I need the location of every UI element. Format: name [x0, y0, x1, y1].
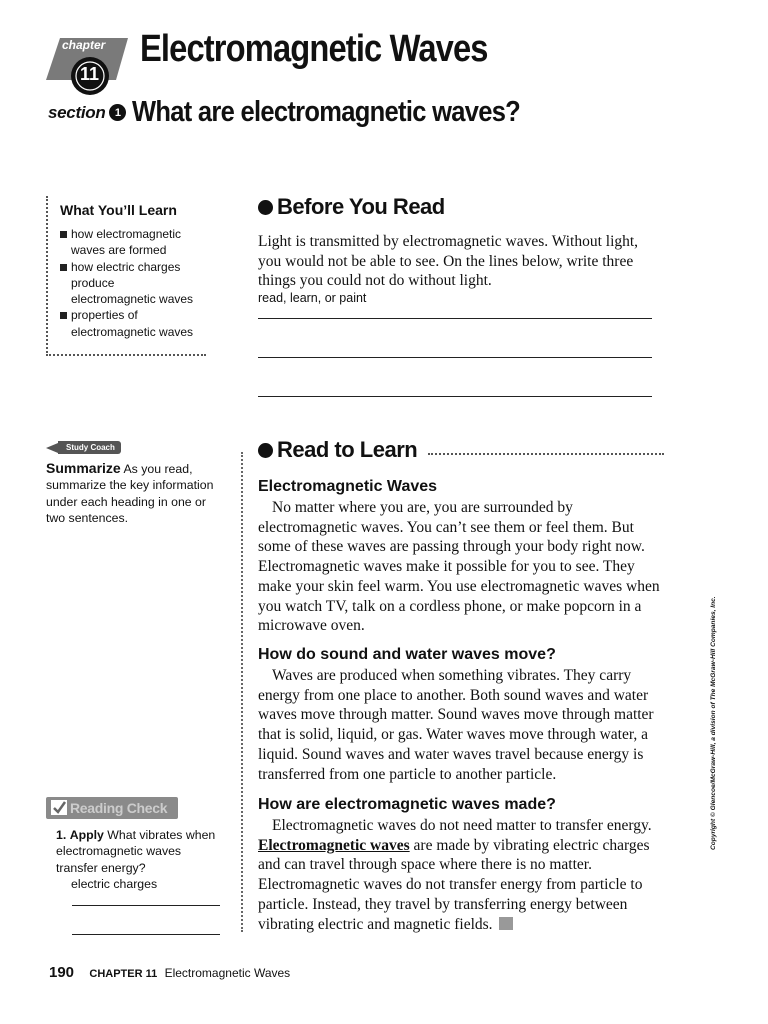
learn-item: how electric charges produce electromagnetic waves — [60, 259, 199, 308]
page-number: 190 — [49, 964, 75, 981]
section-title: What are electromagnetic waves? — [132, 96, 521, 128]
paragraph-text: Electromagnetic waves do not need matter to transfer energy. — [272, 817, 652, 834]
reading-check-label: Reading Check — [70, 800, 168, 816]
paragraph: Waves are produced when something vibrates. They carry energy from one place to another. Both sound waves and water waves move through matter. Sound waves move through matter that is solid, liquid, or gas. Water waves move through water, a liquid. Sound waves and water waves travel because energy is transferred from one particle to another particle. — [258, 667, 654, 783]
footer-chapter: CHAPTER 11 — [89, 968, 158, 980]
write-line[interactable] — [258, 318, 652, 319]
answer-line[interactable] — [72, 934, 220, 935]
subheading: Electromagnetic Waves — [258, 478, 438, 495]
reading-check-question — [56, 827, 226, 892]
copyright-text: Copyright © Glencoe/McGraw-Hill, a division of The McGraw-Hill Companies, Inc. — [710, 596, 717, 850]
learn-list — [60, 226, 208, 340]
paragraph: No matter where you are, you are surrounded by electromagnetic waves. You can’t see them or feel them. But some of these waves are passing through your body right now. Electromagnetic waves make it possible for you to see. They make your skin feel warm. You use electromagnetic waves when you watch TV, talk on a cordless phone, or make popcorn in a microwave oven. — [258, 499, 660, 635]
write-line[interactable] — [258, 357, 652, 358]
bullet-icon — [258, 443, 273, 458]
learn-heading: What You’ll Learn — [60, 202, 177, 218]
study-coach-label: Study Coach — [58, 441, 121, 454]
vocabulary-term: Electromagnetic waves — [258, 836, 410, 854]
question-term: Apply — [69, 828, 104, 842]
bullet-icon — [258, 200, 273, 215]
checkmark-icon — [51, 800, 67, 815]
answer-line[interactable] — [72, 905, 220, 906]
summarize-text: As you read, summarize the key information under each heading in one or two sentences. — [46, 462, 214, 525]
footer-chapter-title: Electromagnetic Waves — [164, 966, 291, 980]
study-coach-tag — [46, 441, 121, 454]
reading-check-badge — [46, 797, 178, 819]
chapter-label: chapter — [62, 38, 106, 52]
summarize-note — [46, 460, 224, 526]
heading-rule — [428, 453, 664, 455]
column-divider — [241, 452, 243, 932]
page-title: Electromagnetic Waves — [140, 28, 488, 70]
section-number: 1 — [109, 104, 126, 121]
before-you-read-heading — [258, 194, 445, 220]
question-answer: electric charges — [71, 876, 158, 891]
copyright-notice — [700, 580, 717, 850]
chapter-number: 11 — [80, 64, 100, 84]
question-text: What vibrates when electromagnetic waves transfer energy? — [56, 828, 216, 875]
subheading: How do sound and water waves move? — [258, 646, 556, 663]
chapter-badge — [46, 36, 130, 96]
paragraph-text: are made by vibrating electric charges and can travel through space where there is no matter. Electromagnetic waves do not transfer energy from particle to particle. Instead, they travel by transferring energy between vibrating electric and magnetic fields. — [258, 836, 650, 933]
before-you-read-body: Light is transmitted by electromagnetic waves. Without light, you would not be able to see. On the lines below, write three things you could not do without light. — [258, 233, 639, 290]
before-you-read-label: Before You Read — [277, 194, 445, 219]
learn-item: how electromagnetic waves are formed — [60, 226, 195, 259]
section-heading — [48, 96, 573, 129]
before-you-read-answer: read, learn, or paint — [258, 291, 367, 305]
subheading: How are electromagnetic waves made? — [258, 796, 556, 813]
page-footer — [49, 964, 290, 981]
write-line[interactable] — [258, 396, 652, 397]
paragraph — [258, 816, 666, 934]
summarize-term: Summarize — [46, 460, 121, 476]
read-to-learn-heading — [258, 437, 417, 463]
section-label: section — [48, 102, 106, 122]
question-number: 1. — [56, 828, 67, 842]
checkmark-icon — [499, 917, 513, 930]
learn-item: properties of electromagnetic waves — [60, 307, 199, 340]
read-to-learn-label: Read to Learn — [277, 437, 418, 462]
arrow-icon — [46, 443, 58, 453]
